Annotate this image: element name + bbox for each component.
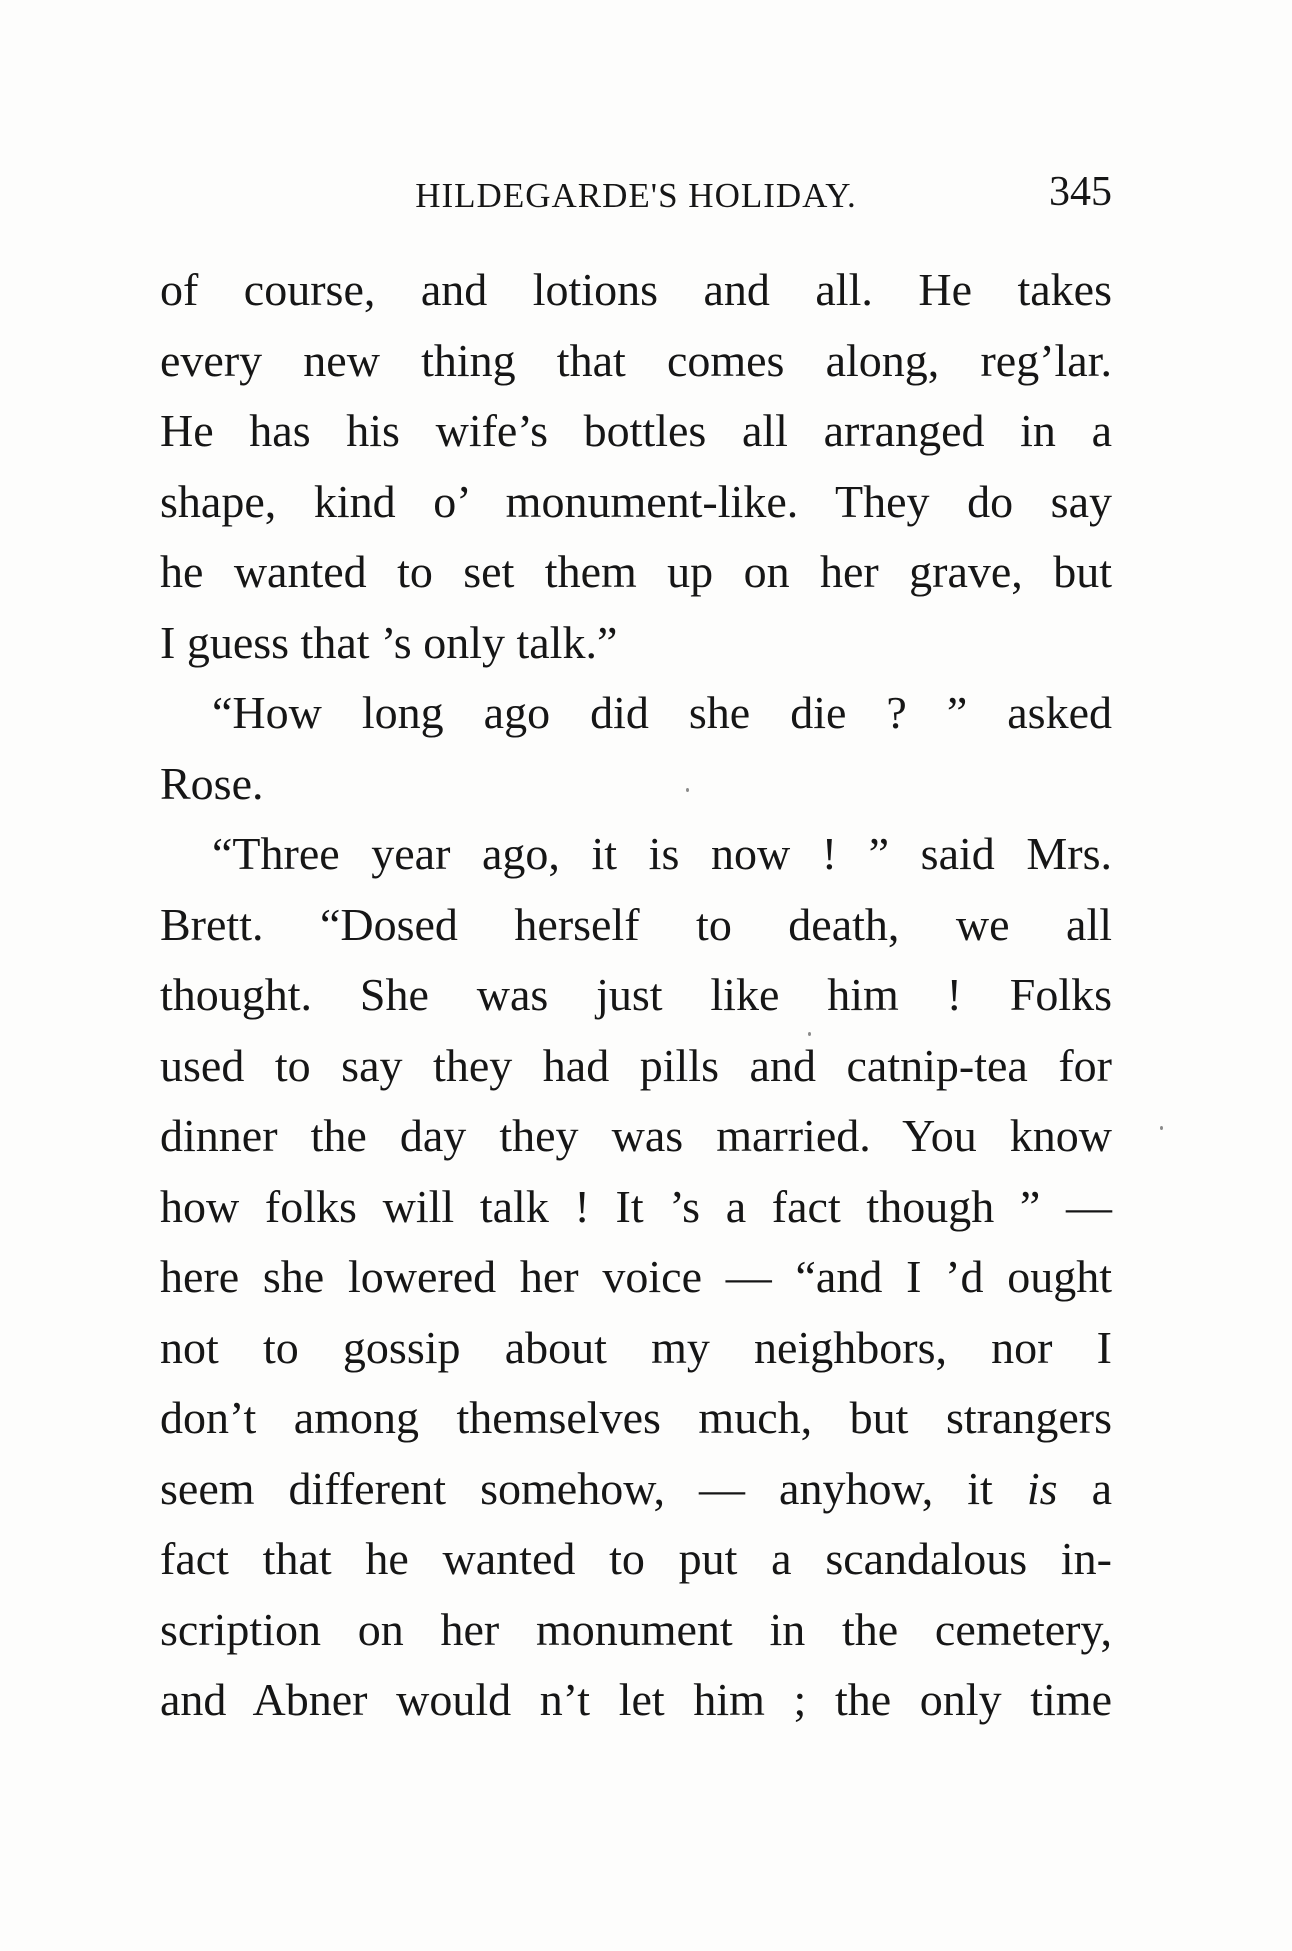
text-line: “How long ago did she die ? ” asked <box>212 687 1112 738</box>
italic-word: is <box>1026 1462 1058 1514</box>
page-number: 345 <box>1049 169 1112 215</box>
text-line: of course, and lotions and all. He takes <box>160 264 1112 315</box>
text-line: thought. She was just like him ! Folks <box>160 969 1112 1020</box>
running-title: HILDEGARDE'S HOLIDAY. <box>415 176 857 215</box>
text-line: I guess that ’s only talk.” <box>160 616 618 668</box>
text-line: how folks will talk ! It ’s a fact though ” — <box>160 1180 1112 1232</box>
text-line: fact that he wanted to put a scandalous in- <box>160 1533 1112 1584</box>
text-line: here she lowered her voice — “and I ’d ought <box>160 1251 1112 1302</box>
text-fragment: seem different somehow, — anyhow, it <box>160 1462 993 1514</box>
text-line: dinner the day they was married. You know <box>160 1110 1112 1161</box>
text-line: He has his wife’s bottles all arranged in a <box>160 405 1112 456</box>
text-line: don’t among themselves much, but strangers <box>160 1392 1112 1443</box>
text-line: scription on her monument in the cemetery, <box>160 1603 1112 1655</box>
text-line: Rose. <box>160 757 264 809</box>
running-head <box>160 168 1112 218</box>
text-fragment: a <box>1091 1462 1113 1514</box>
body-text <box>160 255 1112 1736</box>
text-line: not to gossip about my neighbors, nor I <box>160 1321 1112 1373</box>
text-line: and Abner would n’t let him ; the only time <box>160 1674 1112 1725</box>
text-line: every new thing that comes along, reg’lar. <box>160 334 1112 386</box>
text-line: shape, kind o’ monument-like. They do say <box>160 475 1112 527</box>
text-line: he wanted to set them up on her grave, but <box>160 546 1112 597</box>
text-line-with-italic <box>160 1454 1112 1525</box>
text-line: “Three year ago, it is now ! ” said Mrs. <box>212 828 1112 879</box>
paper-speck <box>686 788 689 792</box>
text-line: used to say they had pills and catnip-tea for <box>160 1039 1112 1091</box>
text-line: Brett. “Dosed herself to death, we all <box>160 898 1112 950</box>
paper-speck <box>808 1032 811 1036</box>
paper-speck <box>1160 1126 1163 1130</box>
